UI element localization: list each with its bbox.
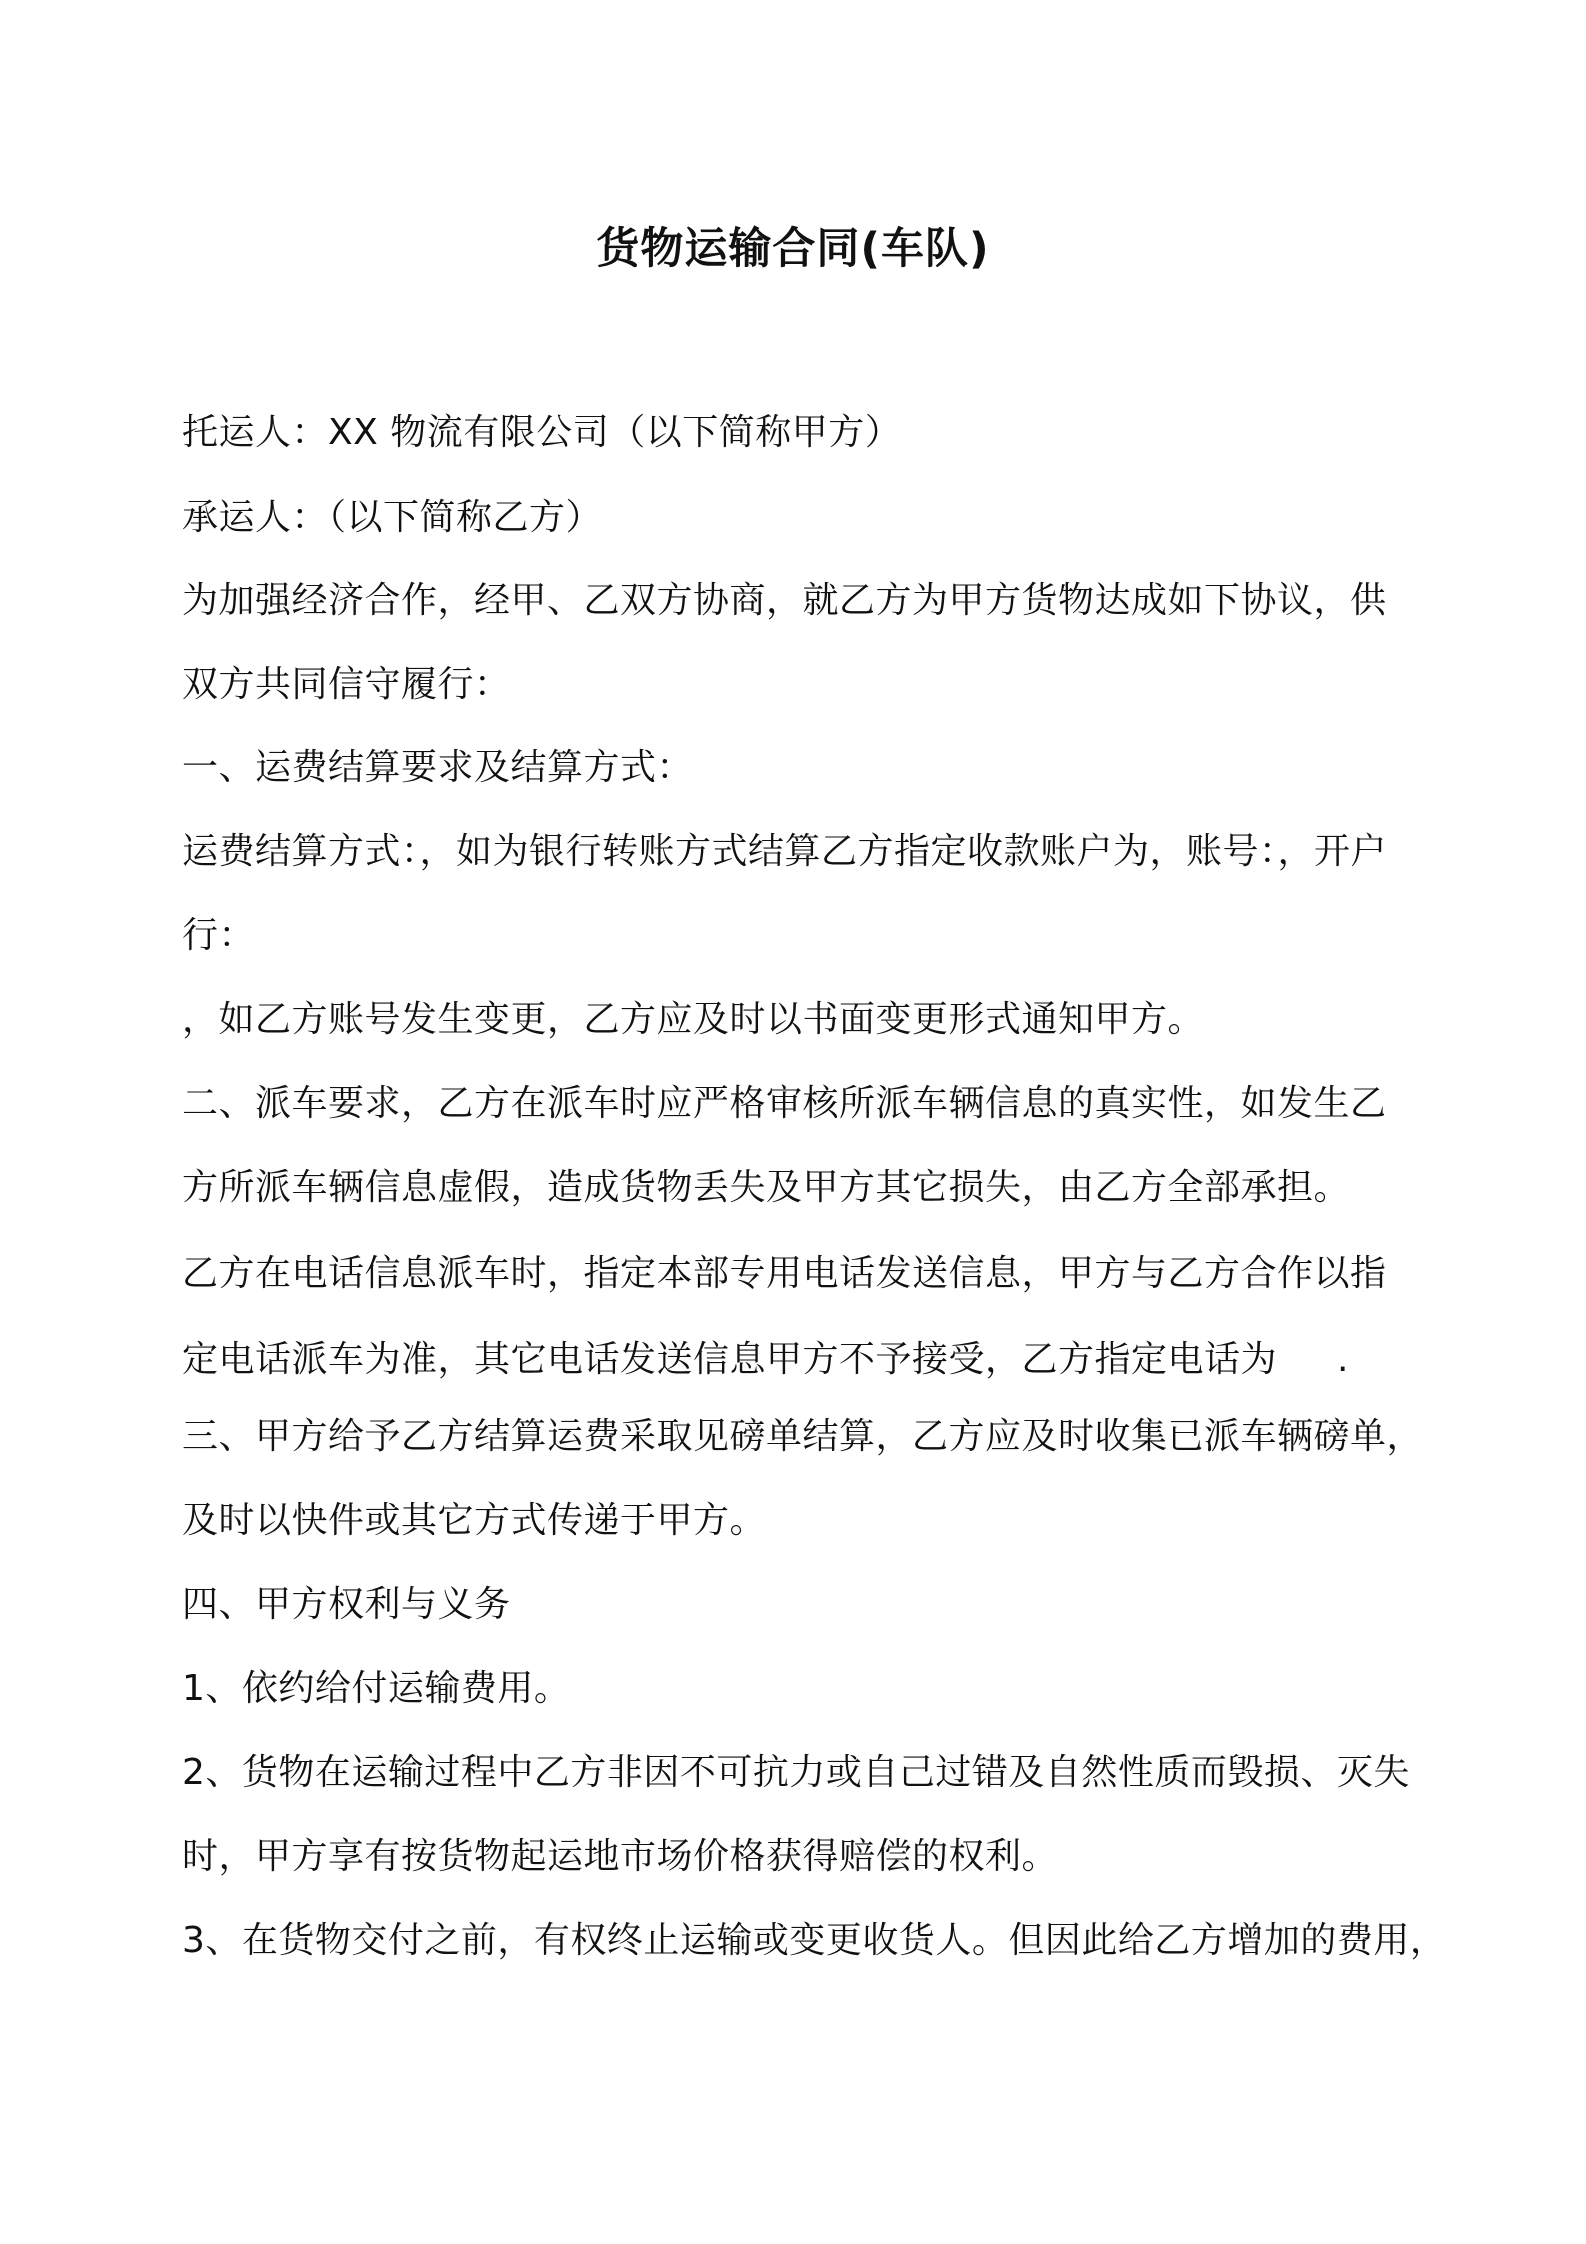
phone-dispatch-text: 定电话派车为准，其它电话发送信息甲方不予接受，乙方指定电话为 bbox=[182, 1339, 1278, 1380]
section-2-line-1: 二、派车要求，乙方在派车时应严格审核所派车辆信息的真实性，如发生乙 bbox=[182, 1083, 1387, 1124]
settlement-line-1: 运费结算方式：，如为银行转账方式结算乙方指定收款账户为，账号：，开户 bbox=[182, 831, 1388, 872]
phone-dispatch-line-1: 乙方在电话信息派车时，指定本部专用电话发送信息，甲方与乙方合作以指 bbox=[182, 1253, 1387, 1294]
preamble-line-2: 双方共同信守履行： bbox=[182, 664, 511, 705]
section-3-line-1: 三、甲方给予乙方结算运费采取见磅单结算，乙方应及时收集已派车辆磅单， bbox=[182, 1416, 1424, 1457]
section-4-item-2-line-2: 时，甲方享有按货物起运地市场价格获得赔偿的权利。 bbox=[182, 1836, 1059, 1877]
section-2-line-2: 方所派车辆信息虚假，造成货物丢失及甲方其它损失，由乙方全部承担。 bbox=[182, 1167, 1351, 1208]
phone-blank-period: . bbox=[1337, 1339, 1349, 1380]
carrier-line: 承运人：（以下简称乙方） bbox=[182, 497, 603, 538]
phone-dispatch-line-2 bbox=[182, 1335, 1349, 1385]
section-1-heading: 一、运费结算要求及结算方式： bbox=[182, 747, 694, 788]
section-4-heading: 四、甲方权利与义务 bbox=[182, 1584, 511, 1625]
section-4-item-1: 1、依约给付运输费用。 bbox=[182, 1668, 571, 1709]
section-3-line-2: 及时以快件或其它方式传递于甲方。 bbox=[182, 1500, 767, 1541]
section-4-item-3-line-1: 3、在货物交付之前，有权终止运输或变更收货人。但因此给乙方增加的费用， bbox=[182, 1920, 1447, 1961]
settlement-line-3: ，如乙方账号发生变更，乙方应及时以书面变更形式通知甲方。 bbox=[182, 999, 1205, 1040]
settlement-line-2: 行： bbox=[182, 915, 256, 956]
shipper-line: 托运人：XX 物流有限公司（以下简称甲方） bbox=[182, 412, 902, 453]
document-title: 货物运输合同(车队) bbox=[596, 224, 990, 274]
section-4-item-2-line-1: 2、货物在运输过程中乙方非因不可抗力或自己过错及自然性质而毁损、灭失 bbox=[182, 1752, 1410, 1793]
preamble-line-1: 为加强经济合作，经甲、乙双方协商，就乙方为甲方货物达成如下协议，供 bbox=[182, 580, 1387, 621]
